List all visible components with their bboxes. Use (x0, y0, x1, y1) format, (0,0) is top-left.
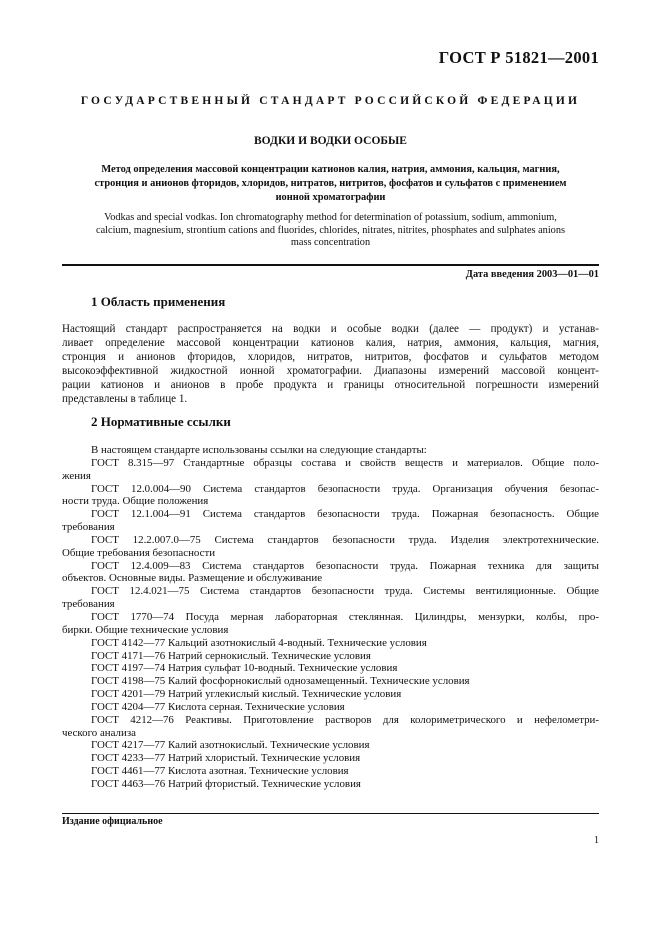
reference-item (62, 662, 599, 675)
reference-continuation: объектов. Основные виды. Размещение и обслуживание (62, 572, 323, 585)
english-title-line: mass concentration (290, 237, 371, 249)
reference-line: ГОСТ 4233—77 Натрий хлористый. Технические условия (91, 752, 361, 765)
reference-line: ГОСТ 4463—76 Натрий фтористый. Технические условия (91, 777, 361, 790)
subtitle-line: стронция и анионов фторидов, хлоридов, нитратов, нитритов, фосфатов и сульфатов с применением (94, 178, 567, 189)
paragraph-line: рации катионов и анионов в пробе продукта и границы относительной погрешности измерений (62, 378, 599, 391)
reference-item (62, 483, 599, 509)
subtitle-line: ионной хроматографии (275, 192, 386, 203)
document-title: ВОДКИ И ВОДКИ ОСОБЫЕ (254, 135, 407, 147)
reference-line: ГОСТ 12.4.021—75 Система стандартов безопасности труда. Системы вентиляционные. Общие (91, 585, 599, 598)
reference-line: ГОСТ 4142—77 Кальций азотнокислый 4-водный. Технические условия (91, 636, 427, 649)
references-intro: В настоящем стандарте использованы ссылки на следующие стандарты: (91, 444, 427, 456)
english-title-line: calcium, magnesium, strontium cations and fluorides, chlorides, nitrates, nitrites, phosphates and sulphates anions (96, 224, 565, 236)
reference-line: ГОСТ 1770—74 Посуда мерная лабораторная стеклянная. Цилиндры, мензурки, колбы, про- (91, 610, 599, 623)
reference-item (62, 714, 599, 740)
reference-line: ГОСТ 4217—77 Калий азотнокислый. Технические условия (91, 739, 370, 752)
reference-item (62, 675, 599, 688)
reference-item (62, 611, 599, 637)
paragraph-line: высокоэффективной жидкостной ионной хроматографии. Диапазоны измерений массовой концент- (62, 364, 599, 377)
reference-line: ГОСТ 8.315—97 Стандартные образцы состава и свойств веществ и материалов. Общие поло- (91, 456, 599, 469)
reference-line: ГОСТ 4198—75 Калий фосфорнокислый однозамещенный. Технические условия (91, 675, 470, 688)
reference-item (62, 534, 599, 560)
paragraph-line: Настоящий стандарт распространяется на водки и особые водки (далее — продукт) и устанав- (62, 323, 599, 335)
reference-line: ГОСТ 12.0.004—90 Система стандартов безопасности труда. Организация обучения безопас- (91, 482, 599, 495)
reference-item (62, 650, 599, 663)
reference-item (62, 739, 599, 752)
reference-line: ГОСТ 4201—79 Натрий углекислый кислый. Технические условия (91, 688, 402, 701)
page-number: 1 (594, 835, 599, 846)
paragraph-line: стронция и анионов фторидов, хлоридов, нитратов, нитритов, фосфатов и сульфатов методом (62, 350, 599, 363)
reference-item (62, 457, 599, 483)
reference-continuation: требования (62, 598, 115, 611)
state-standard-heading: ГОСУДАРСТВЕННЫЙ СТАНДАРТ РОССИЙСКОЙ ФЕДЕРАЦИИ (80, 95, 581, 107)
reference-line: ГОСТ 4212—76 Реактивы. Приготовление растворов для колориметрического и нефелометри- (91, 713, 599, 726)
reference-continuation: бирки. Общие технические условия (62, 623, 229, 636)
section-1-paragraph (62, 323, 599, 406)
reference-item (62, 508, 599, 534)
english-title (62, 212, 599, 250)
reference-item (62, 765, 599, 778)
english-title-line: Vodkas and special vodkas. Ion chromatography method for determination of potassium, sodium, ammonium, (104, 212, 557, 223)
header-divider (62, 264, 599, 266)
reference-continuation: ческого анализа (62, 726, 136, 739)
reference-line: ГОСТ 4171—76 Натрий сернокислый. Технические условия (91, 649, 371, 662)
document-number: ГОСТ Р 51821—2001 (438, 48, 599, 67)
reference-continuation: Общие требования безопасности (62, 546, 216, 559)
reference-item (62, 752, 599, 765)
reference-continuation: требования (62, 521, 115, 534)
reference-line: ГОСТ 12.1.004—91 Система стандартов безопасности труда. Пожарная безопасность. Общие (91, 508, 599, 521)
reference-item (62, 585, 599, 611)
section-1-heading: 1 Область применения (91, 294, 226, 309)
edition-label: Издание официальное (62, 816, 163, 827)
footer-divider (62, 813, 599, 814)
paragraph-line: ливает определение массовой концентрации катионов калия, натрия, аммония, кальция, магния, (62, 336, 599, 349)
reference-item (62, 560, 599, 586)
reference-line: ГОСТ 12.4.009—83 Система стандартов безопасности труда. Пожарная техника для защиты (91, 559, 599, 572)
document-subtitle (62, 163, 599, 205)
subtitle-line: Метод определения массовой концентрации катионов калия, натрия, аммония, кальция, магния, (101, 164, 560, 175)
introduction-date: Дата введения 2003—01—01 (465, 269, 599, 280)
reference-continuation: ности труда. Общие положения (62, 495, 209, 508)
reference-item (62, 688, 599, 701)
reference-continuation: жения (62, 469, 91, 482)
reference-item (62, 637, 599, 650)
reference-item (62, 701, 599, 714)
reference-line: ГОСТ 4197—74 Натрия сульфат 10-водный. Технические условия (91, 662, 398, 675)
reference-line: ГОСТ 4461—77 Кислота азотная. Технические условия (91, 765, 349, 778)
normative-references-list (62, 444, 599, 791)
reference-item (62, 778, 599, 791)
paragraph-line: представлены в таблице 1. (62, 392, 188, 405)
reference-line: ГОСТ 12.2.007.0—75 Система стандартов безопасности труда. Изделия электротехнические. (91, 533, 599, 546)
reference-line: ГОСТ 4204—77 Кислота серная. Технические условия (91, 700, 345, 713)
section-2-heading: 2 Нормативные ссылки (91, 414, 231, 429)
